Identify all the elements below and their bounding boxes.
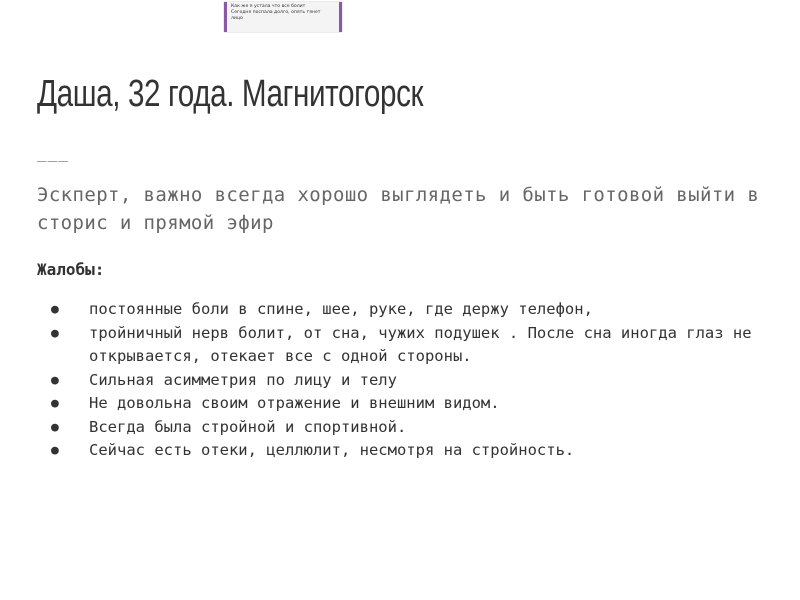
bullet-icon: ● bbox=[51, 443, 59, 458]
complaint-item bbox=[37, 416, 777, 440]
bullet-icon: ● bbox=[51, 325, 59, 341]
complaint-text: Не довольна своим отражение и внешним видом. bbox=[89, 394, 500, 412]
thumbnail-line: Как же я устала что все болит bbox=[231, 4, 306, 9]
complaint-text: Всегда была стройной и спортивной. bbox=[89, 417, 407, 436]
complaint-item bbox=[37, 392, 777, 416]
complaint-text: тройничный нерв болит, от сна, чужих подушек . После сна иногда глаз не открывается, отекает все с одной стороны. bbox=[89, 323, 752, 365]
thumbnail-line: лицо bbox=[231, 16, 243, 21]
complaint-text: Сильная асимметрия по лицу и телу bbox=[89, 370, 397, 389]
bullet-icon: ● bbox=[51, 396, 59, 411]
complaint-item bbox=[37, 298, 777, 322]
bullet-icon: ● bbox=[51, 302, 59, 317]
complaint-item bbox=[37, 439, 777, 463]
complaints-list bbox=[37, 298, 777, 463]
complaints-heading: Жалобы: bbox=[37, 260, 105, 279]
chat-message-thumbnail bbox=[224, 2, 342, 32]
complaint-item bbox=[37, 322, 777, 369]
bullet-icon: ● bbox=[51, 419, 59, 435]
thumbnail-line: Сегодня поспала долго, опять тянет bbox=[231, 10, 321, 15]
complaint-item bbox=[37, 369, 777, 393]
complaint-text: Сейчас есть отеки, целлюлит, несмотря на стройность. bbox=[89, 441, 575, 459]
slide-subtitle: Эскперт, важно всегда хорошо выглядеть и быть готовой выйти в сторис и прямой эфир bbox=[37, 184, 760, 234]
bullet-icon: ● bbox=[51, 372, 59, 388]
complaint-text: постоянные боли в спине, шее, руке, где держу телефон, bbox=[89, 300, 593, 318]
slide-title: Даша, 32 года. Магнитогорск bbox=[37, 73, 424, 115]
title-divider: ___ bbox=[37, 143, 69, 162]
